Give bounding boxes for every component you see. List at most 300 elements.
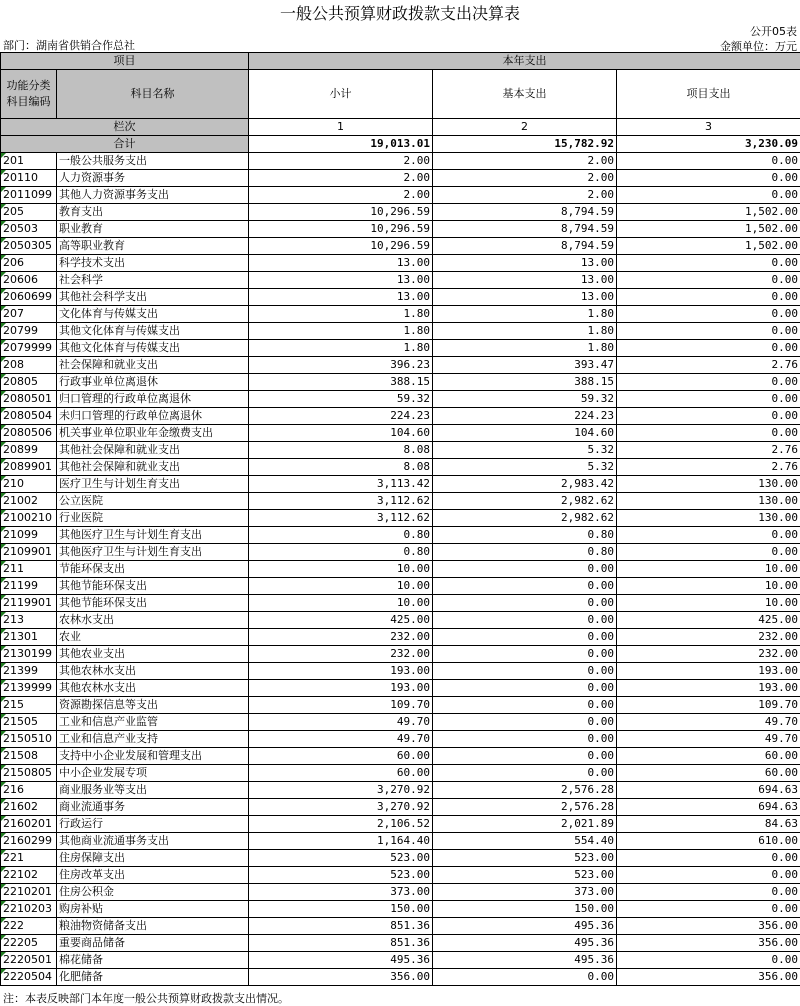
row-basic: 1.80 [433, 323, 617, 340]
header-col1: 1 [249, 119, 433, 136]
row-basic: 2,982.62 [433, 510, 617, 527]
row-project: 10.00 [617, 578, 800, 595]
table-row [1, 153, 800, 170]
row-code: 2050305 [1, 238, 57, 255]
table-row [1, 680, 800, 697]
row-basic: 0.00 [433, 646, 617, 663]
table-row [1, 544, 800, 561]
row-subtotal: 1,164.40 [249, 833, 433, 850]
row-subtotal: 60.00 [249, 748, 433, 765]
row-basic: 0.00 [433, 578, 617, 595]
row-subject-name: 教育支出 [57, 204, 249, 221]
row-basic: 0.00 [433, 595, 617, 612]
row-subtotal: 10,296.59 [249, 221, 433, 238]
table-row [1, 935, 800, 952]
table-row [1, 952, 800, 969]
row-subject-name: 机关事业单位职业年金缴费支出 [57, 425, 249, 442]
row-project: 10.00 [617, 561, 800, 578]
row-code: 20110 [1, 170, 57, 187]
row-subtotal: 1.80 [249, 340, 433, 357]
row-basic: 2.00 [433, 170, 617, 187]
row-subject-name: 其他社会科学支出 [57, 289, 249, 306]
row-subject-name: 其他文化体育与传媒支出 [57, 340, 249, 357]
table-row [1, 714, 800, 731]
row-subject-name: 行政运行 [57, 816, 249, 833]
row-code: 2150510 [1, 731, 57, 748]
row-subtotal: 2.00 [249, 153, 433, 170]
row-subject-name: 职业教育 [57, 221, 249, 238]
table-row [1, 884, 800, 901]
row-basic: 388.15 [433, 374, 617, 391]
row-project: 0.00 [617, 323, 800, 340]
row-basic: 495.36 [433, 935, 617, 952]
row-project: 0.00 [617, 527, 800, 544]
row-project: 232.00 [617, 629, 800, 646]
row-subtotal: 109.70 [249, 697, 433, 714]
row-code: 2080506 [1, 425, 57, 442]
row-subject-name: 社会保障和就业支出 [57, 357, 249, 374]
row-basic: 0.00 [433, 612, 617, 629]
row-subtotal: 49.70 [249, 714, 433, 731]
row-subject-name: 其他农林水支出 [57, 680, 249, 697]
form-code: 公开05表 [750, 25, 797, 38]
row-code: 221 [1, 850, 57, 867]
table-row [1, 833, 800, 850]
table-row [1, 561, 800, 578]
row-basic: 495.36 [433, 918, 617, 935]
table-row [1, 663, 800, 680]
row-project: 0.00 [617, 170, 800, 187]
row-basic: 373.00 [433, 884, 617, 901]
header-column-no: 栏次 [1, 119, 249, 136]
row-subtotal: 3,112.62 [249, 510, 433, 527]
row-project: 0.00 [617, 408, 800, 425]
header-col3: 3 [617, 119, 800, 136]
footnote: 注：本表反映部门本年度一般公共预算财政拨款支出情况。 [3, 992, 289, 1005]
row-basic: 224.23 [433, 408, 617, 425]
table-row [1, 442, 800, 459]
row-subtotal: 150.00 [249, 901, 433, 918]
row-code: 21399 [1, 663, 57, 680]
row-subject-name: 人力资源事务 [57, 170, 249, 187]
row-project: 0.00 [617, 153, 800, 170]
row-code: 213 [1, 612, 57, 629]
row-project: 610.00 [617, 833, 800, 850]
table-row [1, 204, 800, 221]
row-subtotal: 1.80 [249, 306, 433, 323]
row-subtotal: 373.00 [249, 884, 433, 901]
row-subject-name: 其他农业支出 [57, 646, 249, 663]
row-code: 2079999 [1, 340, 57, 357]
row-basic: 13.00 [433, 289, 617, 306]
row-code: 2220501 [1, 952, 57, 969]
row-subject-name: 农林水支出 [57, 612, 249, 629]
row-code: 215 [1, 697, 57, 714]
row-subtotal: 0.80 [249, 527, 433, 544]
row-subtotal: 8.08 [249, 442, 433, 459]
row-subject-name: 节能环保支出 [57, 561, 249, 578]
row-code: 2139999 [1, 680, 57, 697]
table-row [1, 170, 800, 187]
row-code: 206 [1, 255, 57, 272]
row-subject-name: 化肥储备 [57, 969, 249, 986]
row-basic: 5.32 [433, 459, 617, 476]
row-project: 0.00 [617, 255, 800, 272]
row-subject-name: 其他人力资源事务支出 [57, 187, 249, 204]
row-basic: 0.80 [433, 544, 617, 561]
row-subtotal: 8.08 [249, 459, 433, 476]
row-subtotal: 2,106.52 [249, 816, 433, 833]
row-subtotal: 60.00 [249, 765, 433, 782]
row-subtotal: 193.00 [249, 663, 433, 680]
row-project: 0.00 [617, 391, 800, 408]
row-project: 10.00 [617, 595, 800, 612]
row-code: 21002 [1, 493, 57, 510]
row-basic: 2.00 [433, 187, 617, 204]
table-row [1, 221, 800, 238]
row-project: 84.63 [617, 816, 800, 833]
table-row [1, 595, 800, 612]
header-row-colno [1, 119, 800, 136]
row-subtotal: 2.00 [249, 170, 433, 187]
table-row [1, 374, 800, 391]
table-row [1, 493, 800, 510]
header-subtotal: 小计 [249, 70, 433, 119]
row-code: 201 [1, 153, 57, 170]
row-code: 2160201 [1, 816, 57, 833]
table-row [1, 578, 800, 595]
row-basic: 0.00 [433, 697, 617, 714]
row-subtotal: 523.00 [249, 850, 433, 867]
total-subtotal: 19,013.01 [249, 136, 433, 153]
row-subtotal: 425.00 [249, 612, 433, 629]
row-code: 21199 [1, 578, 57, 595]
row-project: 49.70 [617, 714, 800, 731]
row-project: 694.63 [617, 799, 800, 816]
row-project: 1,502.00 [617, 204, 800, 221]
row-subject-name: 工业和信息产业监管 [57, 714, 249, 731]
header-subject-name: 科目名称 [57, 70, 249, 119]
row-subject-name: 行政事业单位离退休 [57, 374, 249, 391]
row-subject-name: 归口管理的行政单位离退休 [57, 391, 249, 408]
row-subtotal: 396.23 [249, 357, 433, 374]
row-subtotal: 49.70 [249, 731, 433, 748]
row-project: 0.00 [617, 306, 800, 323]
row-basic: 523.00 [433, 867, 617, 884]
row-project: 1,502.00 [617, 238, 800, 255]
row-subject-name: 商业流通事务 [57, 799, 249, 816]
row-basic: 150.00 [433, 901, 617, 918]
row-subtotal: 388.15 [249, 374, 433, 391]
table-row [1, 476, 800, 493]
table-row [1, 425, 800, 442]
total-basic: 15,782.92 [433, 136, 617, 153]
row-project: 0.00 [617, 340, 800, 357]
row-code: 20799 [1, 323, 57, 340]
row-code: 2011099 [1, 187, 57, 204]
table-row [1, 629, 800, 646]
row-code: 211 [1, 561, 57, 578]
row-basic: 0.80 [433, 527, 617, 544]
row-code: 205 [1, 204, 57, 221]
total-project: 3,230.09 [617, 136, 800, 153]
row-subtotal: 851.36 [249, 918, 433, 935]
row-code: 210 [1, 476, 57, 493]
row-project: 0.00 [617, 884, 800, 901]
row-basic: 0.00 [433, 714, 617, 731]
row-project: 193.00 [617, 680, 800, 697]
header-col2: 2 [433, 119, 617, 136]
row-code: 21099 [1, 527, 57, 544]
row-code: 2160299 [1, 833, 57, 850]
row-project: 0.00 [617, 544, 800, 561]
row-subtotal: 232.00 [249, 646, 433, 663]
table-row [1, 238, 800, 255]
row-basic: 5.32 [433, 442, 617, 459]
table-row [1, 357, 800, 374]
table-row [1, 850, 800, 867]
row-project: 49.70 [617, 731, 800, 748]
table-row [1, 510, 800, 527]
row-project: 1,502.00 [617, 221, 800, 238]
row-subject-name: 行业医院 [57, 510, 249, 527]
row-subject-name: 农业 [57, 629, 249, 646]
row-code: 208 [1, 357, 57, 374]
table-row [1, 765, 800, 782]
row-project: 694.63 [617, 782, 800, 799]
row-project: 60.00 [617, 765, 800, 782]
row-subject-name: 其他医疗卫生与计划生育支出 [57, 544, 249, 561]
row-subject-name: 支持中小企业发展和管理支出 [57, 748, 249, 765]
row-subject-name: 商业服务业等支出 [57, 782, 249, 799]
table-row [1, 612, 800, 629]
row-basic: 0.00 [433, 680, 617, 697]
row-project: 232.00 [617, 646, 800, 663]
table-row [1, 816, 800, 833]
row-subtotal: 59.32 [249, 391, 433, 408]
row-subtotal: 10,296.59 [249, 238, 433, 255]
row-subject-name: 住房改革支出 [57, 867, 249, 884]
table-row [1, 969, 800, 986]
row-subtotal: 10,296.59 [249, 204, 433, 221]
row-subject-name: 其他文化体育与传媒支出 [57, 323, 249, 340]
row-basic: 104.60 [433, 425, 617, 442]
table-row [1, 459, 800, 476]
total-row [1, 136, 800, 153]
row-code: 20606 [1, 272, 57, 289]
row-subject-name: 其他节能环保支出 [57, 578, 249, 595]
row-subject-name: 其他社会保障和就业支出 [57, 459, 249, 476]
row-project: 0.00 [617, 272, 800, 289]
row-project: 0.00 [617, 374, 800, 391]
row-code: 2150805 [1, 765, 57, 782]
row-code: 2060699 [1, 289, 57, 306]
table-row [1, 340, 800, 357]
row-project: 109.70 [617, 697, 800, 714]
row-subtotal: 523.00 [249, 867, 433, 884]
row-basic: 2.00 [433, 153, 617, 170]
row-code: 2220504 [1, 969, 57, 986]
row-basic: 393.47 [433, 357, 617, 374]
row-project: 130.00 [617, 476, 800, 493]
table-row [1, 867, 800, 884]
table-row [1, 527, 800, 544]
row-subtotal: 232.00 [249, 629, 433, 646]
row-basic: 2,576.28 [433, 782, 617, 799]
table-row [1, 697, 800, 714]
table-row [1, 272, 800, 289]
row-code: 2130199 [1, 646, 57, 663]
row-subject-name: 未归口管理的行政单位离退休 [57, 408, 249, 425]
row-subtotal: 1.80 [249, 323, 433, 340]
row-subject-name: 其他社会保障和就业支出 [57, 442, 249, 459]
table-row [1, 306, 800, 323]
row-project: 0.00 [617, 952, 800, 969]
row-basic: 0.00 [433, 969, 617, 986]
header-project: 项目 [1, 53, 249, 70]
row-basic: 2,983.42 [433, 476, 617, 493]
row-code: 207 [1, 306, 57, 323]
table-row [1, 748, 800, 765]
table-row [1, 187, 800, 204]
row-basic: 8,794.59 [433, 238, 617, 255]
row-code: 216 [1, 782, 57, 799]
row-subtotal: 495.36 [249, 952, 433, 969]
row-subject-name: 购房补贴 [57, 901, 249, 918]
row-subtotal: 193.00 [249, 680, 433, 697]
row-basic: 0.00 [433, 561, 617, 578]
row-project: 0.00 [617, 901, 800, 918]
row-basic: 1.80 [433, 306, 617, 323]
row-code: 21602 [1, 799, 57, 816]
row-basic: 1.80 [433, 340, 617, 357]
row-subtotal: 13.00 [249, 272, 433, 289]
table-row [1, 289, 800, 306]
row-subject-name: 其他农林水支出 [57, 663, 249, 680]
row-subtotal: 3,113.42 [249, 476, 433, 493]
row-subject-name: 公立医院 [57, 493, 249, 510]
row-subtotal: 851.36 [249, 935, 433, 952]
row-subject-name: 中小企业发展专项 [57, 765, 249, 782]
table-row [1, 901, 800, 918]
row-subject-name: 一般公共服务支出 [57, 153, 249, 170]
row-subtotal: 224.23 [249, 408, 433, 425]
row-project: 2.76 [617, 459, 800, 476]
row-project: 0.00 [617, 289, 800, 306]
row-basic: 8,794.59 [433, 221, 617, 238]
table-row [1, 782, 800, 799]
row-project: 0.00 [617, 187, 800, 204]
header-row-1 [1, 53, 800, 70]
row-subtotal: 2.00 [249, 187, 433, 204]
page-title: 一般公共预算财政拨款支出决算表 [279, 4, 520, 23]
row-subject-name: 棉花储备 [57, 952, 249, 969]
row-project: 0.00 [617, 850, 800, 867]
row-project: 193.00 [617, 663, 800, 680]
row-project: 356.00 [617, 969, 800, 986]
row-code: 2109901 [1, 544, 57, 561]
row-subject-name: 高等职业教育 [57, 238, 249, 255]
row-project: 0.00 [617, 867, 800, 884]
row-subject-name: 资源勘探信息等支出 [57, 697, 249, 714]
row-project: 2.76 [617, 442, 800, 459]
row-code: 2080504 [1, 408, 57, 425]
row-project: 130.00 [617, 510, 800, 527]
row-basic: 59.32 [433, 391, 617, 408]
header-row-2 [1, 70, 800, 119]
row-basic: 8,794.59 [433, 204, 617, 221]
row-subtotal: 3,270.92 [249, 799, 433, 816]
table-row [1, 408, 800, 425]
row-code: 20503 [1, 221, 57, 238]
row-code: 22102 [1, 867, 57, 884]
row-basic: 554.40 [433, 833, 617, 850]
row-basic: 13.00 [433, 272, 617, 289]
row-project: 356.00 [617, 918, 800, 935]
row-project: 60.00 [617, 748, 800, 765]
row-subject-name: 其他医疗卫生与计划生育支出 [57, 527, 249, 544]
row-subject-name: 社会科学 [57, 272, 249, 289]
table-row [1, 255, 800, 272]
row-basic: 2,576.28 [433, 799, 617, 816]
row-code: 2080501 [1, 391, 57, 408]
department-label: 部门：湖南省供销合作总社 [3, 39, 135, 52]
row-subtotal: 104.60 [249, 425, 433, 442]
row-code: 20899 [1, 442, 57, 459]
header-current-year: 本年支出 [249, 53, 800, 70]
row-code: 2100210 [1, 510, 57, 527]
row-project: 0.00 [617, 425, 800, 442]
row-subtotal: 356.00 [249, 969, 433, 986]
row-subject-name: 其他节能环保支出 [57, 595, 249, 612]
table-row [1, 918, 800, 935]
row-basic: 0.00 [433, 731, 617, 748]
row-basic: 2,982.62 [433, 493, 617, 510]
table-row [1, 799, 800, 816]
row-basic: 13.00 [433, 255, 617, 272]
row-code: 21508 [1, 748, 57, 765]
row-subject-name: 住房公积金 [57, 884, 249, 901]
table-row [1, 323, 800, 340]
row-code: 2210201 [1, 884, 57, 901]
row-subject-name: 重要商品储备 [57, 935, 249, 952]
row-basic: 0.00 [433, 663, 617, 680]
row-subtotal: 13.00 [249, 255, 433, 272]
row-subject-name: 其他商业流通事务支出 [57, 833, 249, 850]
header-project-exp: 项目支出 [617, 70, 800, 119]
row-basic: 495.36 [433, 952, 617, 969]
row-code: 2119901 [1, 595, 57, 612]
row-basic: 2,021.89 [433, 816, 617, 833]
row-code: 21505 [1, 714, 57, 731]
row-code: 2089901 [1, 459, 57, 476]
row-project: 425.00 [617, 612, 800, 629]
unit-label: 金额单位：万元 [720, 40, 797, 53]
table-row [1, 731, 800, 748]
row-subtotal: 10.00 [249, 561, 433, 578]
total-label: 合计 [1, 136, 249, 153]
row-project: 130.00 [617, 493, 800, 510]
row-subject-name: 工业和信息产业支持 [57, 731, 249, 748]
row-subtotal: 13.00 [249, 289, 433, 306]
row-subtotal: 3,270.92 [249, 782, 433, 799]
expenditure-table [0, 52, 800, 986]
header-basic: 基本支出 [433, 70, 617, 119]
row-subject-name: 科学技术支出 [57, 255, 249, 272]
row-basic: 0.00 [433, 765, 617, 782]
row-subject-name: 医疗卫生与计划生育支出 [57, 476, 249, 493]
row-basic: 0.00 [433, 748, 617, 765]
